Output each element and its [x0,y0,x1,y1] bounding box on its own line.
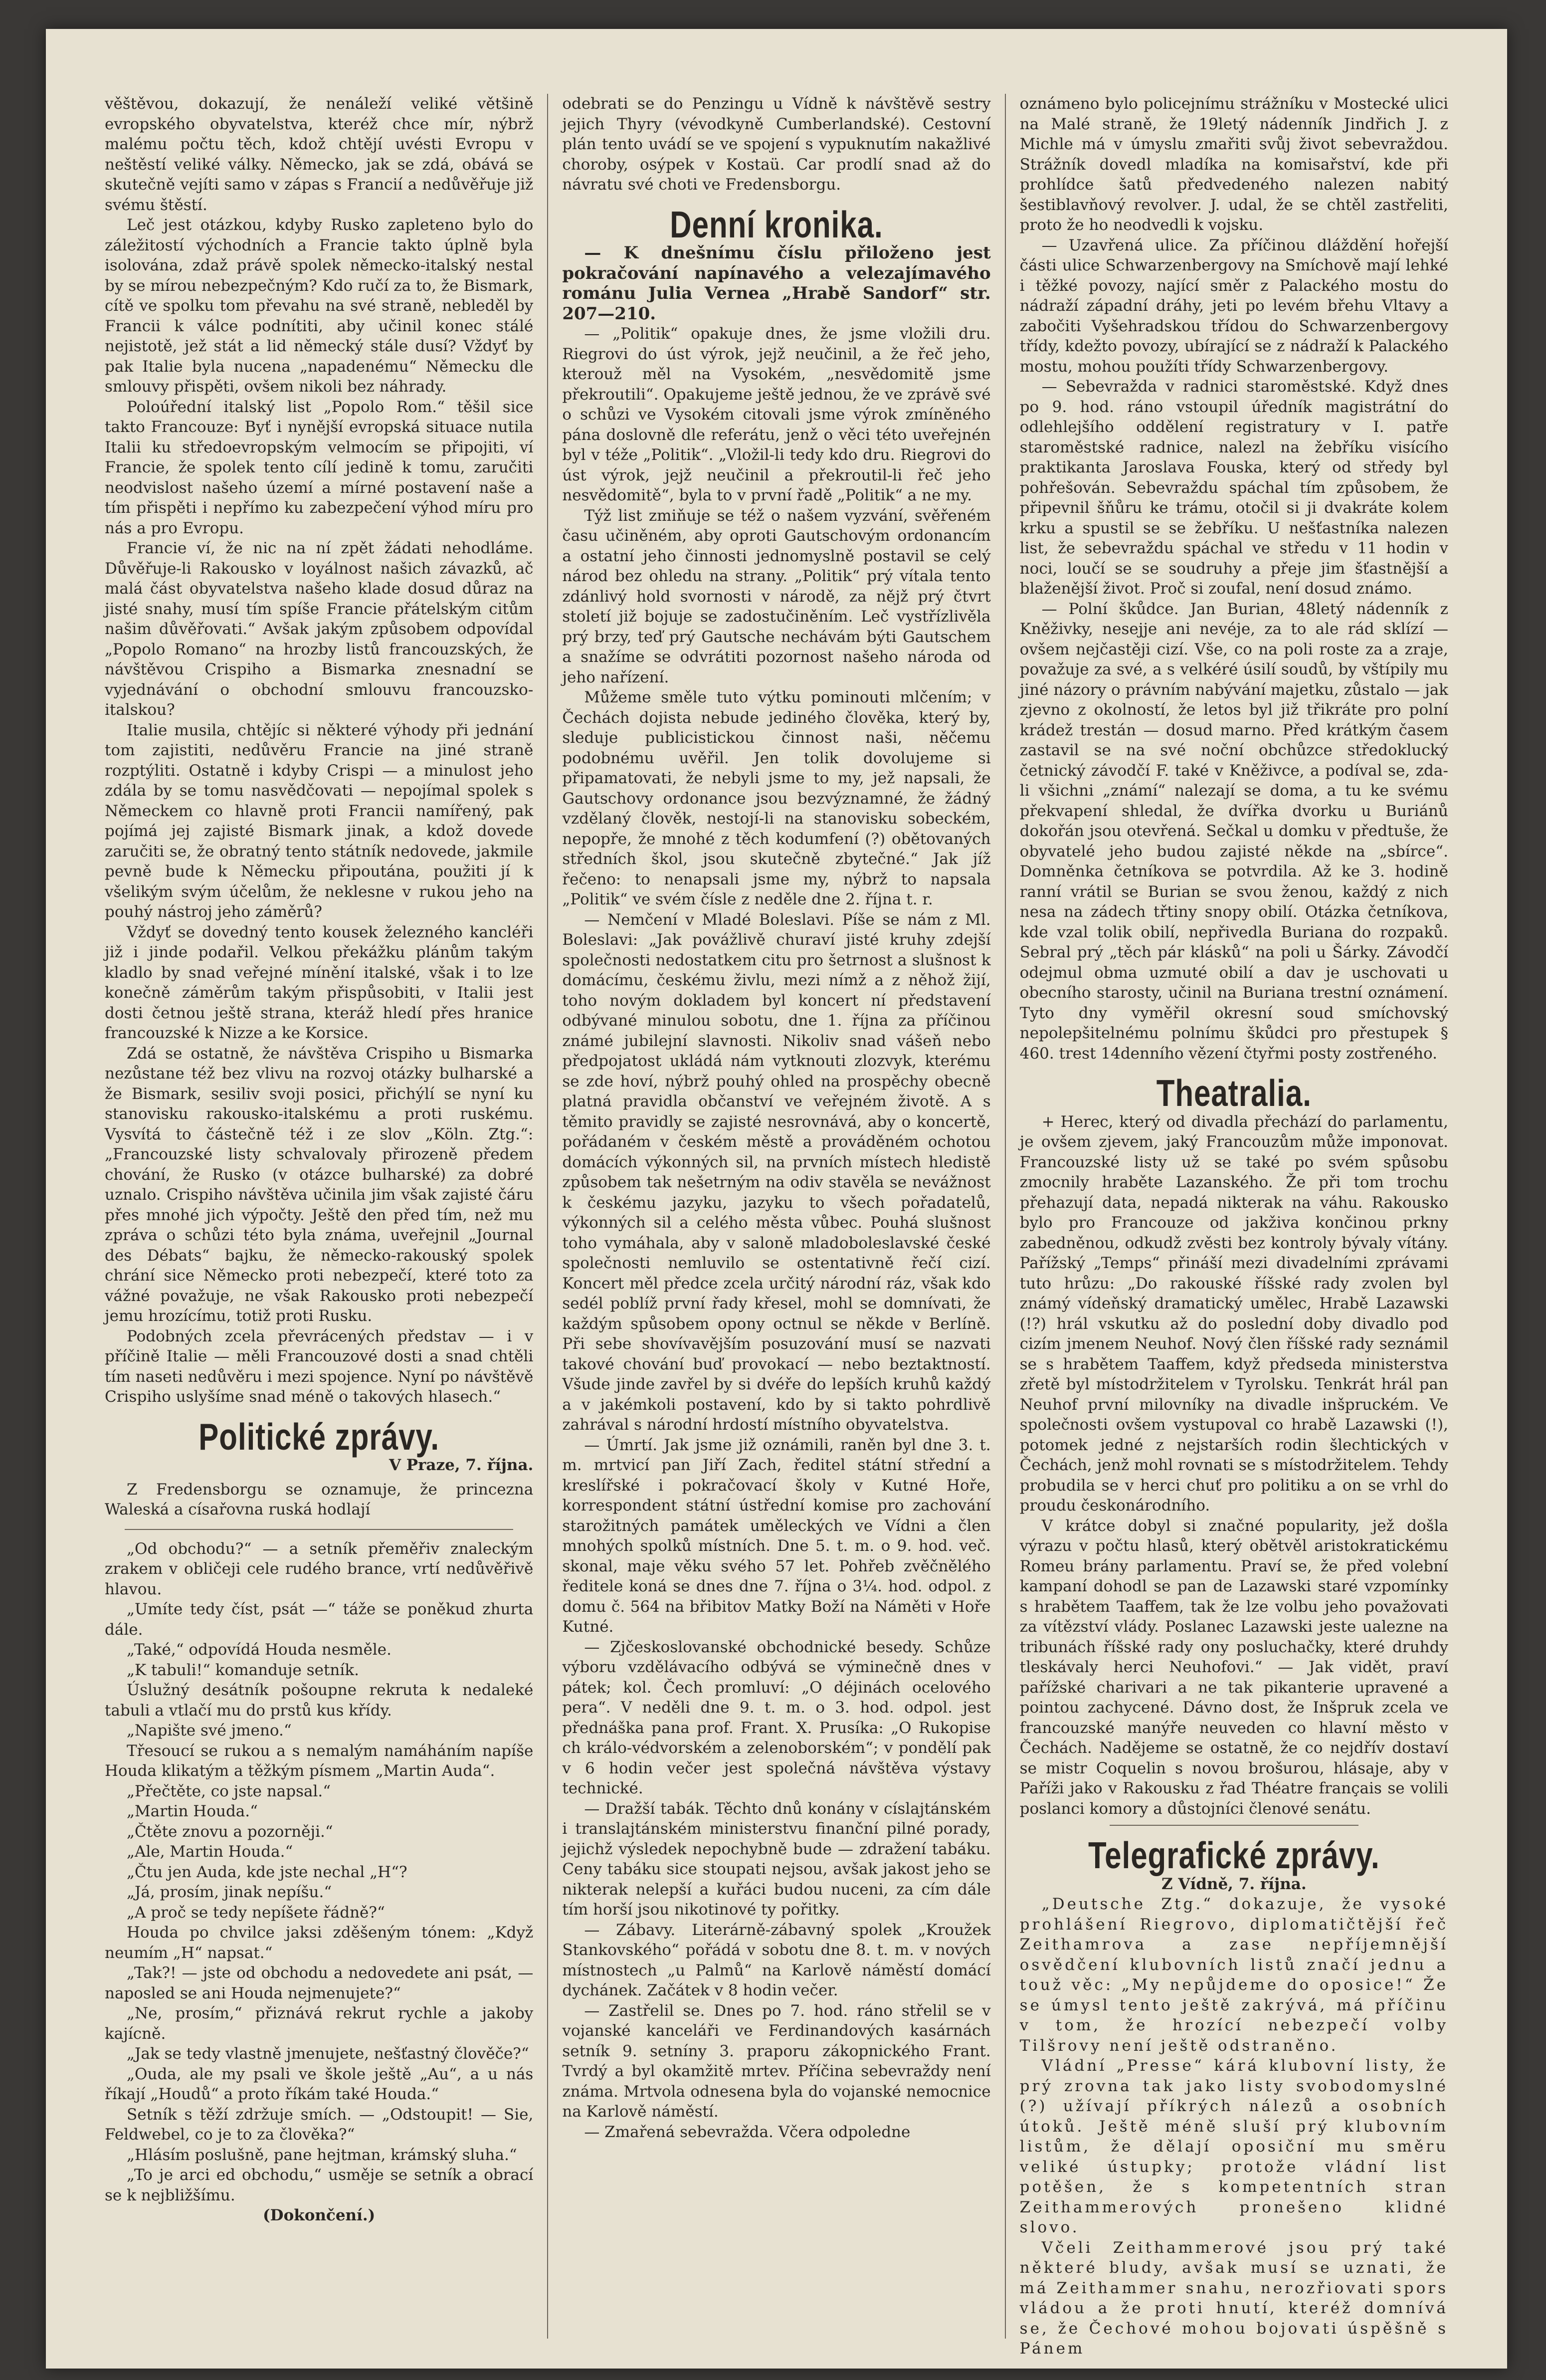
divider [125,1529,513,1530]
divider [1110,1825,1358,1826]
story-paragraph: Úslužný desátník pošoupne rekruta k nedaleké tabuli a vtlačí mu do prstů kus křídy. [105,1681,534,1720]
story-paragraph: „Také,“ odpovídá Houda nesměle. [127,1641,391,1659]
lead-notice: — K dnešnímu číslu přiloženo jest pokračování napínavého a velezajímavého románu Julia Vernea „Hrabě Sandorf“ str. 207—210. [562,243,991,324]
story-paragraph: „Martin Houda.“ [127,1802,258,1820]
paragraph: Vždyť se dovedný tento kousek železného kancléři již i jinde podařil. Velkou překážku plánům takým kladlo by snad veřejné mínění italské, však i to lze konečně záměrům takým přispůsobiti, v Italii jest dosti četnou ještě strana, kteráž hledí přes hranice francouzské k Nizze a ke Korsice. [105,923,534,1042]
story-paragraph: „Čtu jen Auda, kde jste nechal „H“? [127,1863,407,1881]
column-3 [1006,94,1462,2358]
paragraph: — Zjčeskoslovanské obchodnické besedy. Schůze výboru vzdělávacího odbývá se výminečně dnes v pátek; kol. Čech promluví: „O déjinách ocelového pera“. V neděli dne 9. t. m. o 3. hod. odpol. jest přednáška pana prof. Frant. X. Prusíka: „O Rukopise ch králo-védvorském a zelenoborském“; v pondělí pak v 6 hodin večer jest společná návštěva výstavy technické. [562,1638,991,1797]
story-paragraph: Třesoucí se rukou a s nemalým namáháním napíše Houda klikatým a těžkým písmem „Martin Auda“. [105,1741,534,1780]
paragraph: — Zábavy. Literárně-zábavný spolek „Kroužek Stankovského“ pořádá v sobotu dne 8. t. m. v nových místnostech „u Palmů“ na Karlově náměstí domácí dychánek. Začátek v 8 hodin večer. [562,1921,991,1999]
paragraph: Vládní „Presse“ kárá klubovní listy, že prý zrovna tak jako listy svobodomyslné (?) užívají příkrých nálezů a osobních útoků. Ještě méně sluší prý klubovním listům, že dělají oposiční mu směru veliké ústupky; protože vládní list potěšen, že s kompetentních stran Zeithammerových pronešeno klidné slovo. [1019,2057,1448,2236]
story-paragraph: „Já, prosím, jinak nepíšu.“ [127,1883,332,1901]
paragraph: Z Fredensborgu se oznamuje, že princezna Waleská a císařovna ruská hodlají [105,1480,534,1518]
paragraph: Francie ví, že nic na ní zpět žádati nehodláme. Důvěřuje-li Rakousko v loyálnost našich závazků, ač malá část obyvatelstva našeho klade dosud důraz na jisté snahy, musí tím spíše Francie přátelským citům našim důvěřovati.“ Avšak jakým způsobem odpovídal „Popolo Romano“ na hrozby listů francouzských, že návštěvou Crispiho a Bismarka znesnadní se vyjednávání o obchodní smlouvu francouzsko-italskou? [105,539,534,719]
paragraph: Týž list zmiňuje se též o našem vyzvání, svěřeném času učiněném, aby oproti Gautschovým ordonancím a ostatní jeho činnosti jednomyslně postavil se celý národ bez ohledu na strany. „Politik“ prý vítala tento zdánlivý hold svornosti v národě, za nějž prý čtvrt století již bojuje se zadostučiněním. Leč vystřízlivěla prý brzy, teď prý Gautsche nechávám býti Gautschem a snažíme se odvrátiti pozornost našeho národa od jeho nařízení. [562,506,991,686]
story-paragraph: „Ouda, ale my psali ve škole ještě „Au“, a u nás říkají „Houdů“ a proto říkám také Houda.“ [105,2065,534,2103]
paragraph: Leč jest otázkou, kdyby Rusko zapleteno bylo do záležitostí východních a Francie takto úplně byla isolována, zdaž právě spolek německo-italský nestal by se mírou nebezpečným? Kdo ručí za to, že Bismark, cítě ve spolku tom převahu na své straně, nebleděl by Francii k válce podnítiti, aby učinil konec stálé nejistotě, jež stát a lid německý stále dusí? Vždyť by pak Italie byla nucena „napadenému“ Německu dle smlouvy přispěti, ovšem nikoli bez náhrady. [105,216,534,396]
story-paragraph: Setník s těží zdržuje smích. — „Odstoupit! — Sie, Feldwebel, co je to za člověka?“ [105,2105,534,2144]
story-paragraph: „To je arci ed obchodu,“ usměje se setník a obrací se k nejbližšímu. [105,2166,534,2204]
paragraph: věštěvou, dokazují, že nenáleží veliké většině evropského obyvatelstva, kteréž chce mír, nýbrž malému počtu těch, kdož chtějí uvésti Evropu v neštěstí veliké války. Německo, jak se zdá, obává se skutečně vejíti samo v zápas s Francií a nedůvěřuje již svému štěstí. [105,95,534,214]
story-paragraph: „K tabuli!“ komanduje setník. [127,1661,359,1679]
paragraph: — Uzavřená ulice. Za příčinou dláždění hořejší části ulice Schwarzenbergovy na Smíchově mají lehké i těžké povozy, nající směr z Palackého mostu do nádraží západní dráhy, jeti po levém břehu Vltavy a zabočiti Vyšehradskou třídou do Schwarzenbergovy třídy, kdežto povozy, ubírající se z nádraží k Palackého mostu, mohou použíti třídy Schwarzenbergovy. [1019,236,1448,376]
paragraph: — Dražší tabák. Těchto dnů konány v císlajtánském i translajtánském ministerstvu finanční pilné porady, jejichž výsledek nepochybně bude — zdražení tabáku. Ceny tabáku sice stoupati nejsou, avšak jakost jeho se nikterak nelepší a kuřáci budou nuceni, za cím dále tím horší jsou nikotinové ty pořitky. [562,1799,991,1919]
paragraph: Poloúřední italský list „Popolo Rom.“ těšil sice takto Francouze: Byť i nynější evropská situace nutila Italii ku středoevropským velmocím se připojiti, ví Francie, že spolek tento cílí jedině k tomu, zaručiti neodvislost našeho území a mírné postavení naše a tím přispěti i nepřímo ku zabezpečení výhod míru pro nás a pro Evropu. [105,398,534,537]
story-paragraph: „Ale, Martin Houda.“ [127,1843,293,1861]
paragraph: + Herec, který od divadla přechází do parlamentu, je ovšem zjevem, jaký Francouzům může imponovat. Francouzské listy už se také po svém spůsobu zmocnily hraběte Lazanského. Že při tom trochu přehazují data, nepadá nikterak na váhu. Rakousko bylo pro Francouze od jakživa končinou prkny zabedněnou, odkudž zvěsti bez kontroly bývaly vítány. Pařížský „Temps“ přináší mezi divadelními zprávami tuto hrůzu: „Do rakouské říšské rady zvolen byl známý vídeňský dramatický umělec, Hrabě Lazawski (!?) hrál vskutku až do poslední doby divadlo pod cizím jmenem Neuhof. Nový člen říšské rady seznámil se s hrabětem Taaffem, když předseda ministerstva zřetě byl místodržitelem v Tyrolsku. Tenkrát hrál pan Neuhof první milovníky na divadle inšpruckém. Ve společnosti ovšem vystupoval co hrabě Lazawski (!), potomek jedné z nejstarších rodin šlechtických v Čechách, jenž mohl rovnati se s místodržitelem. Tehdy probudila se v herci chuť pro politiku a on se vrhl do proudu českonárodního. [1019,1112,1448,1515]
dateline: Z Vídně, 7. října. [1161,1875,1307,1893]
section-heading-telegraficke: Telegrafické zprávy. [1088,1834,1380,1877]
story-paragraph: „Umíte tedy číst, psát —“ táže se poněkud zhurta dále. [105,1600,534,1639]
story-paragraph: „A proč se tedy nepíšete řádně?“ [127,1903,385,1922]
paragraph: Italie musila, chtějíc si některé výhody při jednání tom zajistiti, nedůvěru Francie na jiné straně rozptýliti. Ostatně i kdyby Crispi — a minulost jeho zdála by se tomu nasvědčovati — nepojímal spolek s Německem co hlavně proti Francii namířený, pak pojímá jej zajisté Bismark jinak, a kdož dovede zaručiti se, že obratný tento státník nedovede, jakmile pevně bude k Německu připoutána, použiti jí k všelikým svým účelům, že neklesne v rukou jeho na pouhý nástroj jeho záměrů? [105,721,534,921]
paragraph: Zdá se ostatně, že návštěva Crispiho u Bismarka nezůstane též bez vlivu na rozvoj otázky bulharské a že Bismark, sesiliv svoji posici, přichýlí se nyní ku stanovisku rakousko-italskému a proti ruskému. Vysvítá to částečně též i ze slov „Köln. Ztg.“: „Francouzské listy schvalovaly přirozeně předem chování, že Rusko (v otázce bulharské) za dobré uznalo. Crispiho návštěva učinila jim však zajisté čáru přes mnohé jich výpočty. Ještě den před tím, než mu zpráva o schůzi této byla známa, uveřejnil „Journal des Débats“ bajku, že německo-rakouský spolek chrání sice Německo proti nebezpečí, které toto za vážné považuje, ne však Rakousko proti nebezpečí jemu hrozícímu, totiž proti Rusku. [105,1044,534,1325]
story-paragraph: „Čtěte znovu a pozorněji.“ [127,1822,333,1841]
story-paragraph: „Napište své jmeno.“ [127,1722,292,1739]
paragraph: — Polní škůdce. Jan Burian, 48letý nádenník z Kněživky, nesejje ani nevéje, za to ale rád sklízí — ovšem nejčastěji cizí. Vše, co na poli roste za a zraje, považuje za své, a s velkéré úsilí soudů, by vštípily mu jiné názory o právním nabývání majetku, zůstalo — jak zjevno z okolností, že letos byl již třikráte pro polní krádež trestán — dosud marno. Před krátkým časem zastavil se na své noční obchůzce středoklucký četnický závodčí F. také v Kněživce, a podíval se, zda-li všichni „známí“ nalezají se doma, a tu ke svému překvapení shledal, že dvířka dvorku u Buriánů dokořán jsou otevřená. Sečkal u domku v předtuše, že obyvatelé jeho budou zajisté někde na „sbírce“. Domněnka četníkova se potvrdila. Až ke 3. hodině ranní vrátil se Burian se svou ženou, každý z nich nesa na zádech třtiny snopy obilí. Otázka četníkova, kde vzal tolik obilí, nepřivedla Buriana do rozpaků. Sebral prý „těch pár klásků“ na poli u Šárky. Závodčí odejmul obma uzmuté obilí a dav je uschovati u obecního starosty, učinil na Buriana trestní oznámení. Tyto dny vyměřil okresní soud smíchovský nepolepšitelnému polnímu škůdci pro přestupek § 460. trest 14denního vězení čtyřmi posty zostřeného. [1019,600,1448,1063]
section-heading-theatralia: Theatralia. [1156,1072,1312,1114]
columns [91,94,1462,2358]
story-paragraph: Houda po chvilce jaksi zděšeným tónem: „Když neumím „H“ napsat.“ [105,1924,534,1962]
paragraph: Podobných zcela převrácených představ — i v příčině Italie — měli Francouzové dosti a snad chtěli tím naseti nedůvěru i mezi spojence. Nyní po návštěvě Crispiho uslyšíme snad méně o takových hlasech.“ [105,1327,534,1406]
dateline: V Praze, 7. října. [388,1456,534,1474]
section-heading-politicke: Politické zprávy. [198,1415,440,1458]
story-paragraph: „Ne, prosím,“ přiznává rekrut rychle a jakoby kajícně. [105,2004,534,2043]
paragraph: — Sebevražda v radnici staroměstské. Když dnes po 9. hod. ráno vstoupil úředník magistrátní do odlehlejšího oddělení registratury v I. patře staroměstské radnice, nalezl na žebříku visícího praktikanta Jaroslava Fouska, který od středy byl pohřešován. Sebevraždu spáchal tím způsobem, že připevnil šňůru ke trámu, otočil si ji dvakráte kolem krku a spustil se se žebříku. U nešťastníka nalezen list, že sebevraždu spáchal ve středu v 11 hodin v noci, loučí se se soudruhy a přeje jim šťastnější a blaženější život. Proč si zoufal, není dosud známo. [1019,378,1448,598]
story-paragraph: „Jak se tedy vlastně jmenujete, nešťastný člověče?“ [127,2045,529,2063]
paragraph: Můžeme směle tuto výtku pominouti mlčením; v Čechách dojista nebude jediného člověka, který by, sleduje publicistickou činnost naši, něčemu podobnému uvěřil. Jen tolik dovolujeme si připamatovati, že nebyli jsme to my, jež napsali, že Gautschovy ordonance jsou bezvýznamné, že žádný vzdělaný člověk, nestojí-li na stanovisku sobeckém, nepopře, že mnohé z těch kodumfení (?) obětovaných středních škol, jsou skutečně zbytečné.“ Jak jíž řečeno: to nenapsali jsme my, nýbrž to napsala „Politik“ ve svém čísle z neděle dne 2. října t. r. [562,688,991,908]
paragraph: V krátce dobyl si značné popularity, jež došla výrazu v počtu hlasů, který obětvěl aristokratickému Romeu brány parlamentu. Praví se, že před volební kampaní dohodl se pan de Lazawski staré vzpomínky s hrabětem Taaffem, tak že lze volbu jeho považovati za vítězství vlády. Poslanec Lazawski jeste ualezne na tribunách říšské rady ony posluchačky, které druhdy tleskávaly herci Neuhofovi.“ — Jak vidět, praví pařížské charivari a ne tak pikanterie upravené a pointou zachycené. Dávno dost, že Inšpruk zcela ve francouzské manýře neuveden co hlavní město v Čechách. Nadějeme se ostatně, že co nejdřív dostaví se mistr Coquelin s novou brošurou, hlásaje, aby v Paříži jako v Rakousku z řad Théatre français se volili poslanci komory a důstojníci členové senátu. [1019,1516,1448,1818]
story-paragraph: „Tak?! — jste od obchodu a nedovedete ani psát, — naposled se ani Houda nejmenujete?“ [105,1964,534,2002]
paragraph: — „Politik“ opakuje dnes, že jsme vložili dru. Riegrovi do úst výrok, jejž neučinil, a že řeč jeho, kterouž měl na Vysokém, „nesvědomitě jsme překroutili“. Opakujeme ještě jednou, že ve zprávě své o schůzi ve Vysokém citovali jsme výrok zmíněného pána doslovně dle referátu, jenž o věci této uveřejnén byl v téže „Politik“. „Vložil-li tedy kdo dru. Riegrovi do úst výrok, jejž neučinil a překroutil-li řeč jeho nesvědomitě“, byla to v první řadě „Politik“ a ne my. [562,325,991,504]
paragraph: — Úmrtí. Jak jsme již oznámili, raněn byl dne 3. t. m. mrtvicí pan Jiří Zach, ředitel státní střední a kreslířské i pokračovací školy v Kutné Hoře, korrespondent státní ústřední komise pro zachování starožitných památek uměleckých ve Vídni a člen mnohých spolků místních. Dne 5. t. m. o 9. hod. več. skonal, maje věku svého 57 let. Pohřeb zvěčnělého ředitele koná se dnes dne 7. října o 3¼. hod. odpol. z domu č. 564 na břibitov Matky Boží na Náměti v Hoře Kutné. [562,1436,991,1636]
paragraph: — Zastřelil se. Dnes po 7. hod. ráno střelil se v vojanské kanceláři ve Ferdinandových kasárnách setník 9. setníny 3. praporu zákopnického Frant. Tvrdý a byl okamžitě mrtev. Příčina sebevraždy není známa. Mrtvola odnesena byla do vojanské nemocnice na Karlově náměstí. [562,2001,991,2121]
story-paragraph: „Přečtěte, co jste napsal.“ [127,1782,331,1800]
section-heading-denni-kronika: Denní kronika. [670,203,883,245]
story-paragraph: „Od obchodu?“ — a setník přeměřiv znaleckým zrakem v obličeji cele rudého brance, vrtí nedůvěřivě hlavou. [105,1539,534,1598]
column-1 [91,94,548,2339]
paragraph: — Nemčení v Mladé Boleslavi. Píše se nám z Ml. Boleslavi: „Jak povážlivě churaví jisté kruhy zdejší společnosti nedostatkem citu pro šetrnost a slušnost k domácímu, českému živlu, mezi nímž a z něhož žijí, toho novým dokladem byl koncert ní představení odbývané minulou sobotu, dne 1. října za příčinou známé jubilejní slavnosti. Nikoliv snad vášeň nebo předpojatost ukládá nám vytknouti zlozvyk, kterému se zde hoví, nýbrž pouhý ohled na prospěchy obecně platná pravidla občanství ve veřejném životě. A s těmito pravidly se zajisté nesrovnává, aby o koncertě, pořádaném v českém městě a prováděném ochotou domácích výkonných sil, na prvních místech hledistě způsobem tak nešetrným na odiv stavěla se nevážnost k českému jazyku, jazyku to všech pořadatelů, výkonných sil a celého města vůbec. Pouhá slušnost toho vymáhala, aby v saloně mladoboleslavské české společnosti nemluvilo se ostentativně řečí cizí. Koncert měl předce zcela určitý národní ráz, však kdo sedél poblíž první řady křesel, mohl se domnívati, že každým spůsobem opony octnul se někde v Berlíně. Při sebe shovívavějším posuzování musí se nazvati takové chování buď provokací — nebo beztaktností. Všude jinde zavřel by si dvéře do lepších kruhů každý a v jakémkoli postavení, kdo by si takto pohrdlivě zahrával s národní hrdostí místního obyvatelstva. [562,910,991,1434]
paragraph: oznámeno bylo policejnímu strážníku v Mostecké ulici na Malé straně, že 19letý nádenník Jindřich J. z Michle má v úmyslu zmařiti svůj život sebevraždou. Strážník dovedl mladíka na komisařství, kde při prohlídce šatů předvedeného nalezen nabitý šestiblavňový revolver. J. udal, že se chtěl zastřeliti, proto že ho neodvedli k vojsku. [1019,95,1448,234]
paragraph: — Zmařená sebevražda. Včera odpoledne [584,2123,911,2141]
story-continuation: (Dokončení.) [263,2206,376,2224]
newspaper-page [46,29,1507,2369]
paragraph: odebrati se do Penzingu u Vídně k návštěvě sestry jejich Thyry (vévodkyně Cumberlandské). Cestovní plán tento uvádí se ve spojení s vypuknutím nakažlivé choroby, osýpek v Kostaü. Car prodlí snad až do návratu své choti ve Fredensborgu. [562,95,991,194]
story-paragraph: „Hlásím poslušně, pane hejtman, krámský sluha.“ [127,2146,517,2164]
paragraph: Včeli Zeithammerové jsou prý také některé bludy, avšak musí se uznati, že má Zeithammer snahu, nerozřiovati spors vládou a že proti hnutí, kteréž domnívá se, že Čechové mohou bojovati úspěšně s Pánem [1019,2238,1448,2358]
column-2 [548,94,1005,2339]
paragraph: „Deutsche Ztg.“ dokazuje, že vysoké prohlášení Riegrovo, diplomatičtější řeč Zeithamrova a zase nepříjemnější osvědčení klubovních listů značí jednu a touž věc: „My nepůjdeme do oposice!“ Že se úmysl tento ještě zakrývá, má příčinu v tom, že hrozící nebezpečí volby Tilšrovy není ještě odstraněno. [1019,1895,1448,2055]
